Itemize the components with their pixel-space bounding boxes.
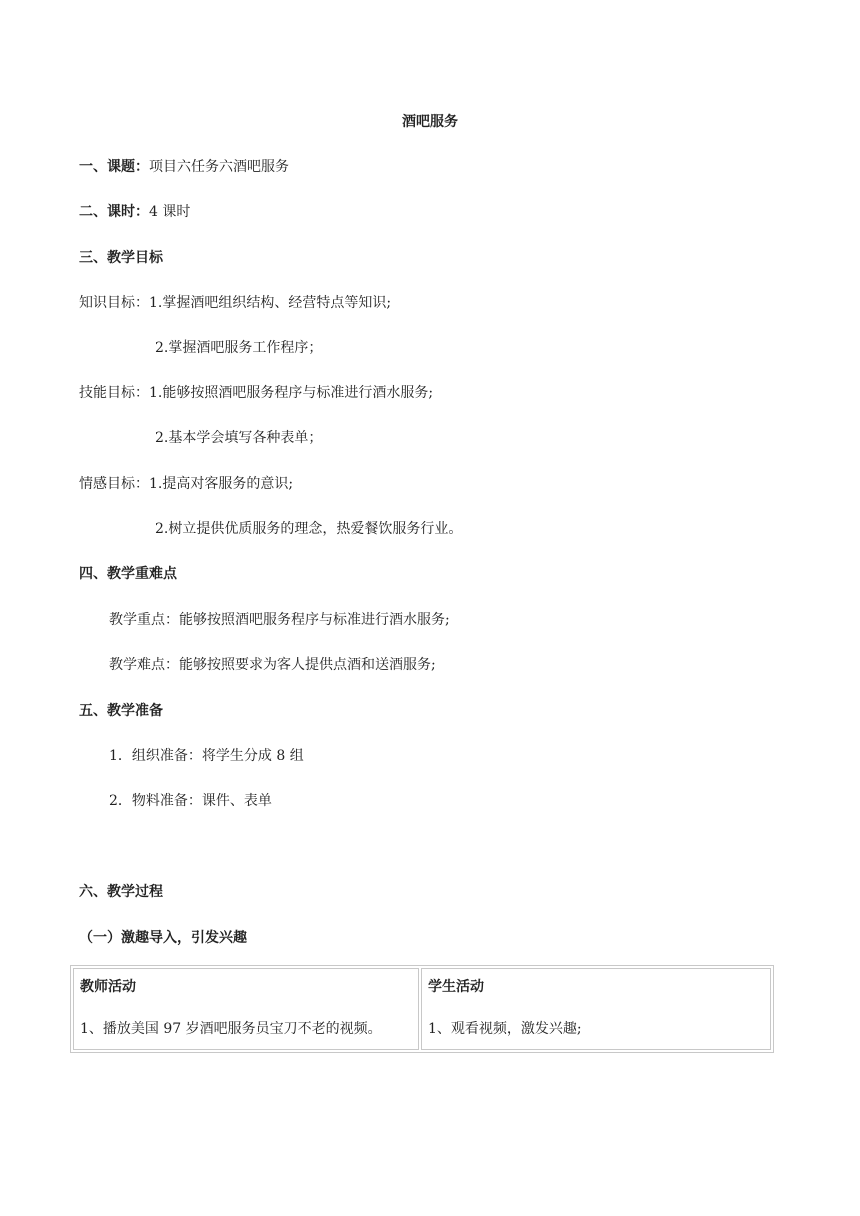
- emotion-goal-item-2: 2.树立提供优质服务的理念，热爱餐饮服务行业。: [155, 521, 463, 537]
- knowledge-goal-item-1: 1.掌握酒吧组织结构、经营特点等知识;: [149, 295, 392, 311]
- document-title: 酒吧服务: [402, 114, 458, 130]
- knowledge-goal-item-2: 2.掌握酒吧服务工作程序；: [155, 340, 323, 356]
- prep-item-organization: 1．组织准备：将学生分成 8 组: [109, 748, 304, 764]
- knowledge-goal-line: [79, 293, 391, 313]
- teacher-activity-item: 1、播放美国 97 岁酒吧服务员宝刀不老的视频。: [80, 1021, 382, 1037]
- goals-heading: 三、教学目标: [79, 250, 163, 266]
- student-activity-cell: [421, 968, 771, 1050]
- prep-heading: 五、教学准备: [79, 703, 163, 719]
- activity-table: [70, 965, 774, 1053]
- topic-value: 项目六任务六酒吧服务: [149, 159, 289, 175]
- skill-goal-item-2: 2.基本学会填写各种表单；: [155, 430, 323, 446]
- student-activity-item: 1、观看视频，激发兴趣;: [428, 1021, 582, 1037]
- teacher-activity-cell: [73, 968, 419, 1050]
- teaching-difficulty: 教学难点：能够按照要求为客人提供点酒和送酒服务;: [109, 657, 436, 673]
- emotion-goal-item-1: 1.提高对客服务的意识;: [149, 476, 294, 492]
- teacher-activity-header: 教师活动: [80, 979, 136, 995]
- process-heading: 六、教学过程: [79, 884, 163, 900]
- table-row: [73, 968, 771, 1050]
- topic-label: 一、课题：: [79, 159, 149, 175]
- hours-line: [79, 202, 190, 222]
- keypoints-heading: 四、教学重难点: [79, 566, 177, 582]
- prep-item-materials: 2．物料准备：课件、表单: [109, 793, 272, 809]
- student-activity-header: 学生活动: [428, 979, 484, 995]
- topic-line: [79, 157, 289, 177]
- process-step1-heading: （一）激趣导入，引发兴趣: [79, 930, 247, 946]
- hours-value: 4 课时: [149, 204, 191, 220]
- skill-goal-line: [79, 383, 433, 403]
- teaching-focus: 教学重点：能够按照酒吧服务程序与标准进行酒水服务;: [109, 612, 450, 628]
- skill-goal-item-1: 1.能够按照酒吧服务程序与标准进行酒水服务;: [149, 385, 434, 401]
- emotion-goal-line: [79, 474, 293, 494]
- emotion-goal-label: 情感目标：: [79, 476, 149, 492]
- knowledge-goal-label: 知识目标：: [79, 295, 149, 311]
- skill-goal-label: 技能目标：: [79, 385, 149, 401]
- hours-label: 二、课时：: [79, 204, 149, 220]
